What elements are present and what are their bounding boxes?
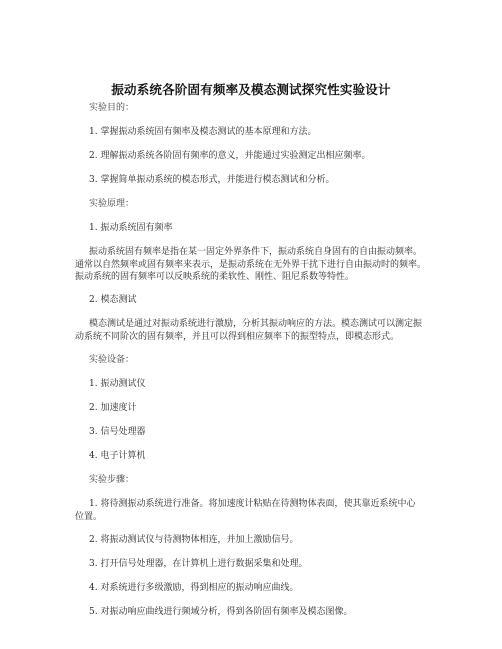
step-item-4: 4. 对系统进行多级激励，得到相应的振动响应曲线。 (89, 583, 299, 593)
paragraph-line: 通常以自然频率或固有频率来表示，是振动系统在无外界干扰下进行自由振动时的频率。 (75, 259, 427, 270)
paragraph-line: 振动系统固有频率是指在某一固定外界条件下，振动系统自身固有的自由振动频率。 (89, 247, 423, 257)
paragraph-line: 振动系统的固有频率可以反映系统的柔软性、刚性、阻尼系数等特性。 (75, 272, 355, 282)
paragraph-line: 模态测试是通过对振动系统进行激励，分析其振动响应的方法。模态测试可以测定振 (89, 319, 423, 329)
equipment-item-1: 1. 振动测试仪 (89, 379, 146, 389)
principle-subheading-1: 1. 振动系统固有频率 (89, 223, 173, 233)
section-heading-principle: 实验原理： (89, 199, 135, 209)
section-heading-purpose: 实验目的： (89, 103, 135, 113)
paragraph-line: 动系统不同阶次的固有频率，并且可以得到相应频率下的振型特点，即模态形式。 (75, 331, 400, 342)
principle-paragraph-2 (75, 318, 423, 343)
principle-subheading-2: 2. 模态测试 (89, 295, 137, 305)
paragraph-line: 位置。 (75, 511, 103, 522)
purpose-item-1: 1. 掌握振动系统固有频率及模态测试的基本原理和方法。 (89, 127, 317, 137)
document-title: 振动系统各阶固有频率及模态测试探究性实验设计 (111, 82, 391, 97)
purpose-item-3: 3. 掌握简单振动系统的模态形式，并能进行模态测试和分析。 (89, 175, 335, 185)
step-item-3: 3. 打开信号处理器，在计算机上进行数据采集和处理。 (89, 559, 308, 569)
equipment-item-2: 2. 加速度计 (89, 403, 137, 413)
principle-paragraph-1 (75, 246, 427, 284)
paragraph-line: 1. 将待测振动系统进行准备。将加速度计粘贴在待测物体表面，使其靠近系统中心 (89, 499, 416, 509)
equipment-item-3: 3. 信号处理器 (89, 427, 146, 437)
step-1-paragraph (75, 498, 416, 523)
section-heading-steps: 实验步骤： (89, 475, 135, 485)
step-item-5: 5. 对振动响应曲线进行频域分析，得到各阶固有频率及模态图像。 (89, 607, 353, 617)
purpose-item-2: 2. 理解振动系统各阶固有频率的意义，并能通过实验测定出相应频率。 (89, 151, 371, 161)
equipment-item-4: 4. 电子计算机 (89, 451, 146, 461)
section-heading-equipment: 实验设备： (89, 355, 135, 365)
step-item-2: 2. 将振动测试仪与待测物体相连，并加上激励信号。 (89, 535, 299, 545)
